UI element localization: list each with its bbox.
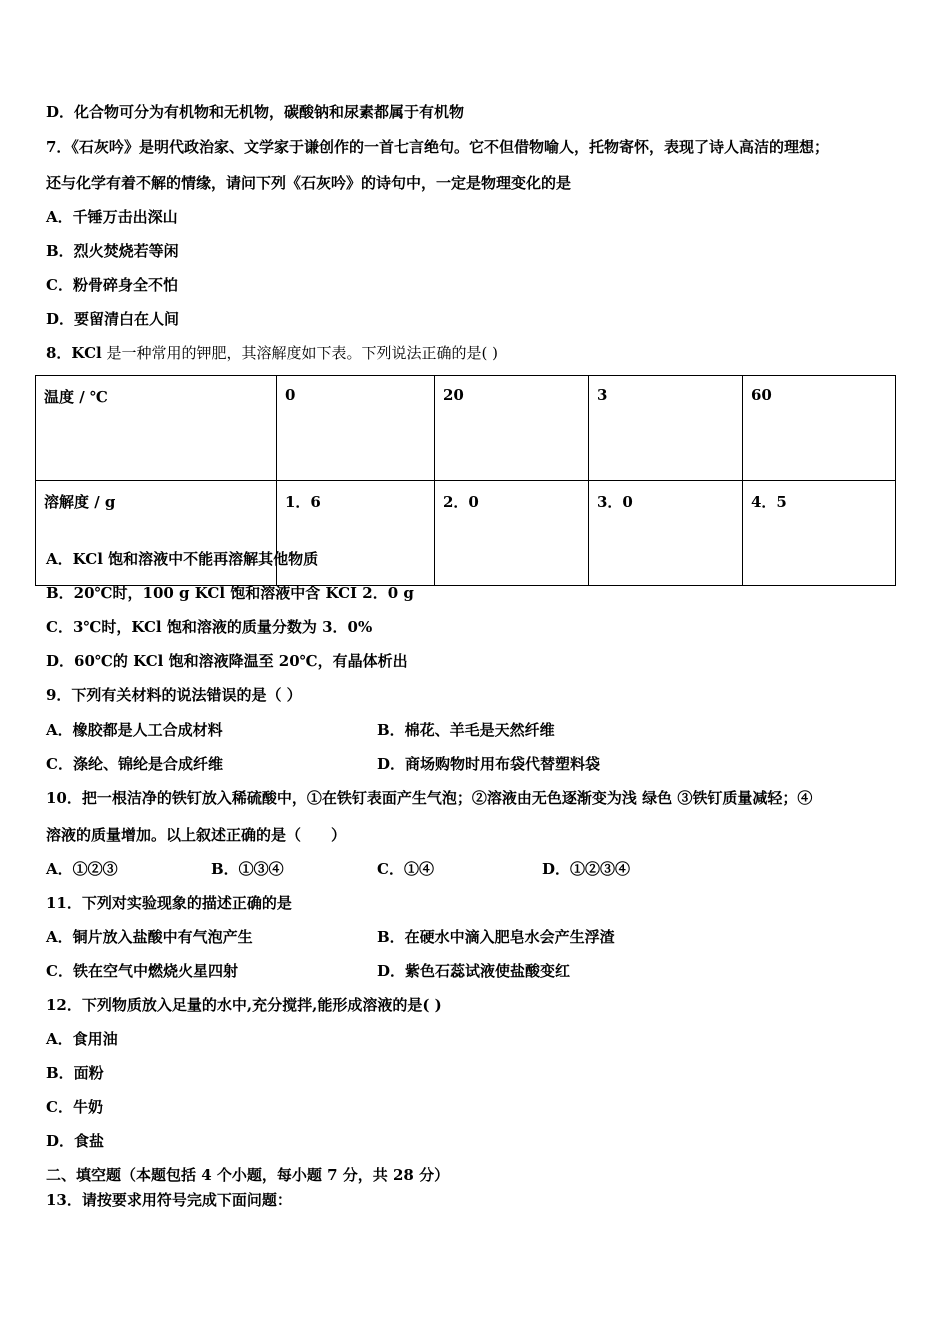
table-cell: 4．5 xyxy=(743,481,896,586)
q10-option-c: C．①④ xyxy=(377,860,434,878)
q11-option-a: A．铜片放入盐酸中有气泡产生 xyxy=(46,928,253,946)
q12-option-a: A．食用油 xyxy=(46,1030,118,1048)
q10-stem-line2: 溶液的质量增加。以上叙述正确的是（ ） xyxy=(46,826,347,844)
q10-option-b: B．①③④ xyxy=(211,860,284,878)
section-title: 二、填空题（本题包括 4 个小题，每小题 7 分，共 28 分） xyxy=(46,1166,450,1184)
table-cell: 温度 / ℃ xyxy=(36,376,277,481)
table-cell: 2．0 xyxy=(435,481,589,586)
table-cell: 3 xyxy=(589,376,743,481)
q8-option-b: B．20℃时，100 g KCl 饱和溶液中含 KCI 2．0 g xyxy=(46,584,414,602)
q11-option-b: B．在硬水中滴入肥皂水会产生浮渣 xyxy=(377,928,615,946)
q12-option-c: C．牛奶 xyxy=(46,1098,103,1116)
q9-stem: 9．下列有关材料的说法错误的是（ ） xyxy=(46,686,302,704)
q7-option-d: D．要留清白在人间 xyxy=(46,310,180,328)
q7-option-b: B．烈火焚烧若等闲 xyxy=(46,242,179,260)
q7-option-c: C．粉骨碎身全不怕 xyxy=(46,276,178,294)
table-cell: 3．0 xyxy=(589,481,743,586)
q8-stem-rest: 是一种常用的钾肥，其溶解度如下表。下列说法正确的是( ) xyxy=(101,344,498,362)
q11-option-d: D．紫色石蕊试液使盐酸变红 xyxy=(377,962,571,980)
table-cell: 60 xyxy=(743,376,896,481)
table-cell: 1．6 xyxy=(277,481,435,586)
q9-option-c: C．涤纶、锦纶是合成纤维 xyxy=(46,755,223,773)
q12-stem: 12．下列物质放入足量的水中,充分搅拌,能形成溶液的是( ) xyxy=(46,996,442,1014)
table-cell: 溶解度 / g xyxy=(36,481,277,586)
q8-stem xyxy=(46,344,498,362)
table-cell: 20 xyxy=(435,376,589,481)
q12-option-d: D．食盐 xyxy=(46,1132,105,1150)
table-row xyxy=(36,376,896,481)
q8-option-a: A．KCl 饱和溶液中不能再溶解其他物质 xyxy=(46,550,319,568)
table-row xyxy=(36,481,896,586)
table-cell: 0 xyxy=(277,376,435,481)
q9-option-b: B．棉花、羊毛是天然纤维 xyxy=(377,721,555,739)
q7-stem-line1: 7．《石灰吟》是明代政治家、文学家于谦创作的一首七言绝句。它不但借物喻人，托物寄怀，表现了诗人高洁的理想； xyxy=(46,138,829,156)
q8-option-c: C．3℃时，KCl 饱和溶液的质量分数为 3．0% xyxy=(46,618,373,636)
q12-option-b: B．面粉 xyxy=(46,1064,104,1082)
q10-stem-line1: 10．把一根洁净的铁钉放入稀硫酸中，①在铁钉表面产生气泡；②溶液由无色逐渐变为浅 绿色 ③铁钉质量减轻；④ xyxy=(46,789,813,807)
q8-stem-prefix: 8．KCl xyxy=(46,344,102,362)
q9-option-d: D．商场购物时用布袋代替塑料袋 xyxy=(377,755,601,773)
q6-option-d: D．化合物可分为有机物和无机物，碳酸钠和尿素都属于有机物 xyxy=(46,103,465,121)
q8-option-d: D．60℃的 KCl 饱和溶液降温至 20℃，有晶体析出 xyxy=(46,652,408,670)
q11-option-c: C．铁在空气中燃烧火星四射 xyxy=(46,962,238,980)
q9-option-a: A．橡胶都是人工合成材料 xyxy=(46,721,223,739)
q11-stem: 11．下列对实验现象的描述正确的是 xyxy=(46,894,292,912)
q10-option-d: D．①②③④ xyxy=(542,860,631,878)
q10-option-a: A．①②③ xyxy=(46,860,118,878)
q7-option-a: A．千锤万击出深山 xyxy=(46,208,178,226)
q7-stem-line2: 还与化学有着不解的情缘，请问下列《石灰吟》的诗句中，一定是物理变化的是 xyxy=(46,174,572,192)
q13-stem: 13．请按要求用符号完成下面问题： xyxy=(46,1191,292,1209)
